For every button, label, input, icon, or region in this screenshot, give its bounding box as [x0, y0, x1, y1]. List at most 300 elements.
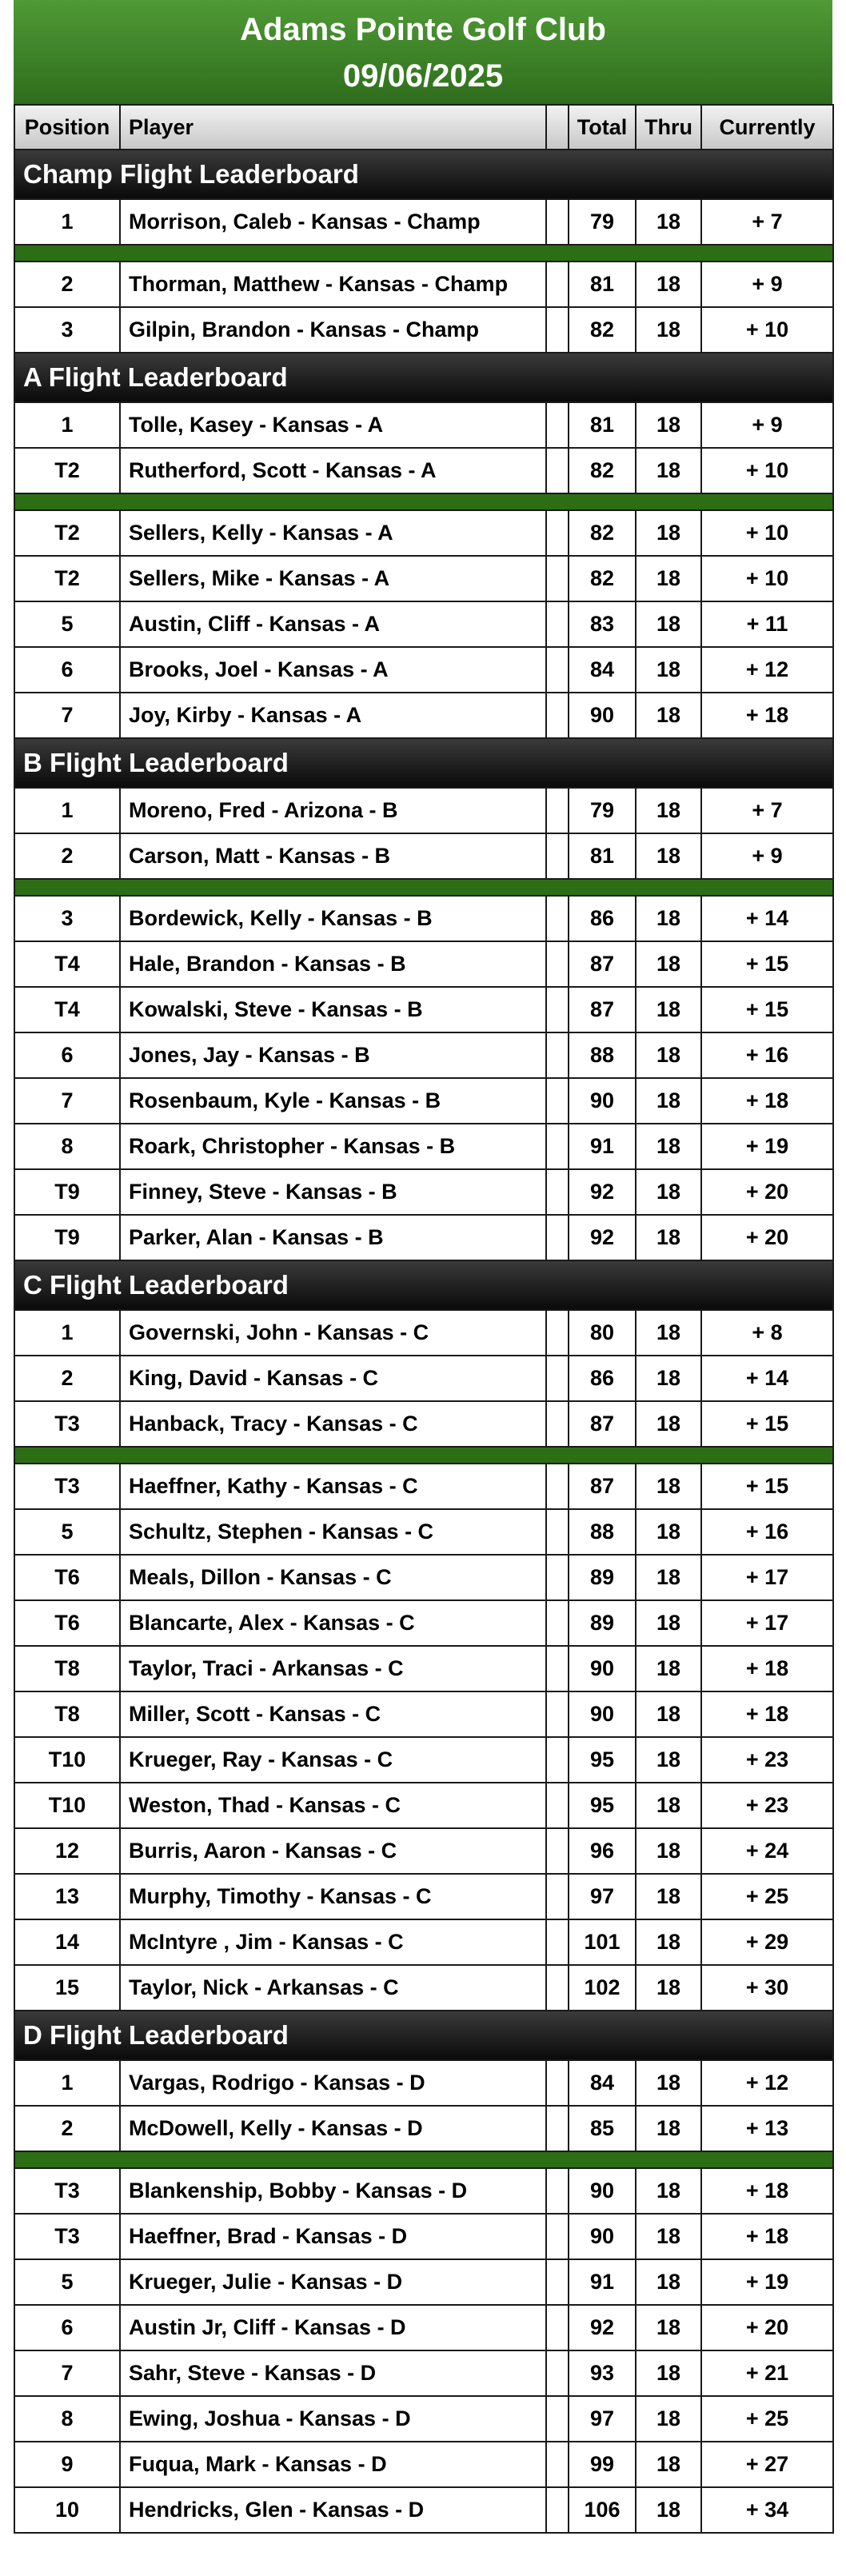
position-cell: 14 — [14, 1919, 120, 1965]
currently-cell: + 20 — [701, 1215, 833, 1260]
cut-line-bar — [14, 2151, 833, 2168]
currently-cell: + 7 — [701, 788, 833, 833]
total-cell: 86 — [569, 1356, 636, 1401]
table-row — [14, 2487, 833, 2533]
cut-line-divider — [14, 493, 833, 510]
currently-cell: + 29 — [701, 1919, 833, 1965]
table-row — [14, 1356, 833, 1401]
position-cell: 1 — [14, 2060, 120, 2106]
table-row — [14, 448, 833, 493]
thru-cell: 18 — [636, 262, 701, 307]
total-cell: 85 — [569, 2106, 636, 2151]
total-cell: 81 — [569, 402, 636, 448]
thru-cell: 18 — [636, 1356, 701, 1401]
player-cell: Krueger, Ray - Kansas - C — [120, 1737, 546, 1783]
player-cell: Hendricks, Glen - Kansas - D — [120, 2487, 546, 2533]
total-cell: 82 — [569, 307, 636, 353]
total-cell: 80 — [569, 1310, 636, 1356]
currently-cell: + 11 — [701, 601, 833, 647]
table-row — [14, 1555, 833, 1600]
currently-cell: + 8 — [701, 1310, 833, 1356]
cut-line-divider — [14, 245, 833, 262]
spacer-cell — [546, 1646, 569, 1691]
total-cell: 82 — [569, 448, 636, 493]
currently-cell: + 27 — [701, 2442, 833, 2487]
position-cell: 6 — [14, 647, 120, 693]
currently-cell: + 9 — [701, 402, 833, 448]
position-cell: 13 — [14, 1874, 120, 1919]
spacer-cell — [546, 307, 569, 353]
player-cell: Jones, Jay - Kansas - B — [120, 1032, 546, 1078]
total-cell: 92 — [569, 1169, 636, 1215]
position-cell: 2 — [14, 1356, 120, 1401]
total-cell: 102 — [569, 1965, 636, 2011]
thru-cell: 18 — [636, 2442, 701, 2487]
table-row — [14, 987, 833, 1032]
player-cell: Weston, Thad - Kansas - C — [120, 1783, 546, 1828]
position-cell: T8 — [14, 1691, 120, 1737]
table-row — [14, 2168, 833, 2214]
player-cell: Hale, Brandon - Kansas - B — [120, 941, 546, 987]
header-row — [14, 105, 833, 150]
player-cell: Sahr, Steve - Kansas - D — [120, 2350, 546, 2396]
cut-line-bar — [14, 1447, 833, 1464]
table-row — [14, 1124, 833, 1169]
table-row — [14, 1874, 833, 1919]
table-row — [14, 262, 833, 307]
table-row — [14, 1600, 833, 1646]
thru-cell: 18 — [636, 1828, 701, 1874]
table-row — [14, 556, 833, 601]
spacer-cell — [546, 1600, 569, 1646]
currently-cell: + 18 — [701, 1078, 833, 1124]
position-cell: 1 — [14, 199, 120, 245]
flight-header-row — [14, 2011, 833, 2060]
table-row — [14, 647, 833, 693]
position-cell: T2 — [14, 556, 120, 601]
total-cell: 91 — [569, 1124, 636, 1169]
spacer-cell — [546, 2259, 569, 2305]
total-cell: 88 — [569, 1509, 636, 1555]
position-cell: T3 — [14, 2168, 120, 2214]
total-cell: 97 — [569, 1874, 636, 1919]
total-cell: 83 — [569, 601, 636, 647]
spacer-cell — [546, 262, 569, 307]
thru-cell: 18 — [636, 601, 701, 647]
position-cell: T10 — [14, 1783, 120, 1828]
currently-cell: + 7 — [701, 199, 833, 245]
currently-cell: + 18 — [701, 2214, 833, 2259]
thru-cell: 18 — [636, 647, 701, 693]
total-cell: 92 — [569, 1215, 636, 1260]
currently-cell: + 15 — [701, 1401, 833, 1447]
thru-cell: 18 — [636, 307, 701, 353]
thru-cell: 18 — [636, 1555, 701, 1600]
thru-cell: 18 — [636, 1215, 701, 1260]
player-cell: Sellers, Kelly - Kansas - A — [120, 510, 546, 556]
position-cell: 2 — [14, 262, 120, 307]
spacer-cell — [546, 2487, 569, 2533]
total-cell: 99 — [569, 2442, 636, 2487]
thru-cell: 18 — [636, 1169, 701, 1215]
spacer-cell — [546, 402, 569, 448]
total-cell: 90 — [569, 1691, 636, 1737]
currently-cell: + 9 — [701, 833, 833, 879]
thru-cell: 18 — [636, 987, 701, 1032]
currently-cell: + 30 — [701, 1965, 833, 2011]
spacer-cell — [546, 1965, 569, 2011]
currently-cell: + 25 — [701, 2396, 833, 2442]
spacer-cell — [546, 1078, 569, 1124]
table-row — [14, 693, 833, 738]
player-cell: Haeffner, Kathy - Kansas - C — [120, 1464, 546, 1509]
position-cell: 7 — [14, 2350, 120, 2396]
table-row — [14, 1310, 833, 1356]
table-row — [14, 1965, 833, 2011]
player-cell: Joy, Kirby - Kansas - A — [120, 693, 546, 738]
header-thru: Thru — [636, 105, 701, 150]
table-row — [14, 1737, 833, 1783]
table-row — [14, 1464, 833, 1509]
header-total: Total — [569, 105, 636, 150]
table-row — [14, 1919, 833, 1965]
club-name: Adams Pointe Golf Club — [240, 12, 606, 47]
total-cell: 95 — [569, 1783, 636, 1828]
currently-cell: + 15 — [701, 987, 833, 1032]
spacer-cell — [546, 896, 569, 941]
total-cell: 90 — [569, 2168, 636, 2214]
currently-cell: + 12 — [701, 2060, 833, 2106]
spacer-cell — [546, 2106, 569, 2151]
currently-cell: + 17 — [701, 1555, 833, 1600]
position-cell: T2 — [14, 510, 120, 556]
spacer-cell — [546, 1737, 569, 1783]
position-cell: 1 — [14, 402, 120, 448]
position-cell: 10 — [14, 2487, 120, 2533]
player-cell: Rosenbaum, Kyle - Kansas - B — [120, 1078, 546, 1124]
table-row — [14, 2396, 833, 2442]
total-cell: 84 — [569, 647, 636, 693]
position-cell: 6 — [14, 1032, 120, 1078]
position-cell: 15 — [14, 1965, 120, 2011]
spacer-cell — [546, 693, 569, 738]
thru-cell: 18 — [636, 941, 701, 987]
player-cell: Parker, Alan - Kansas - B — [120, 1215, 546, 1260]
currently-cell: + 34 — [701, 2487, 833, 2533]
position-cell: 5 — [14, 601, 120, 647]
spacer-cell — [546, 1874, 569, 1919]
spacer-cell — [546, 1032, 569, 1078]
currently-cell: + 16 — [701, 1032, 833, 1078]
thru-cell: 18 — [636, 2396, 701, 2442]
table-row — [14, 1828, 833, 1874]
spacer-cell — [546, 941, 569, 987]
total-cell: 87 — [569, 1464, 636, 1509]
player-cell: Kowalski, Steve - Kansas - B — [120, 987, 546, 1032]
spacer-cell — [546, 647, 569, 693]
table-row — [14, 788, 833, 833]
cut-line-divider — [14, 879, 833, 896]
total-cell: 88 — [569, 1032, 636, 1078]
spacer-cell — [546, 448, 569, 493]
currently-cell: + 15 — [701, 941, 833, 987]
thru-cell: 18 — [636, 2350, 701, 2396]
flight-title: D Flight Leaderboard — [14, 2011, 833, 2060]
thru-cell: 18 — [636, 199, 701, 245]
total-cell: 106 — [569, 2487, 636, 2533]
table-row — [14, 1215, 833, 1260]
spacer-cell — [546, 1509, 569, 1555]
flight-title: Champ Flight Leaderboard — [14, 150, 833, 199]
currently-cell: + 10 — [701, 556, 833, 601]
thru-cell: 18 — [636, 1310, 701, 1356]
player-cell: Haeffner, Brad - Kansas - D — [120, 2214, 546, 2259]
total-cell: 101 — [569, 1919, 636, 1965]
total-cell: 82 — [569, 556, 636, 601]
table-row — [14, 896, 833, 941]
header-currently: Currently — [701, 105, 833, 150]
position-cell: T8 — [14, 1646, 120, 1691]
total-cell: 93 — [569, 2350, 636, 2396]
flight-title: B Flight Leaderboard — [14, 738, 833, 788]
table-row — [14, 601, 833, 647]
cut-line-bar — [14, 245, 833, 262]
player-cell: Murphy, Timothy - Kansas - C — [120, 1874, 546, 1919]
thru-cell: 18 — [636, 1032, 701, 1078]
player-cell: Moreno, Fred - Arizona - B — [120, 788, 546, 833]
position-cell: T4 — [14, 941, 120, 987]
currently-cell: + 12 — [701, 647, 833, 693]
table-row — [14, 1646, 833, 1691]
flight-header-row — [14, 1260, 833, 1310]
total-cell: 84 — [569, 2060, 636, 2106]
spacer-cell — [546, 788, 569, 833]
total-cell: 81 — [569, 833, 636, 879]
spacer-cell — [546, 1356, 569, 1401]
spacer-cell — [546, 2396, 569, 2442]
player-cell: Fuqua, Mark - Kansas - D — [120, 2442, 546, 2487]
thru-cell: 18 — [636, 1783, 701, 1828]
flight-header-row — [14, 738, 833, 788]
thru-cell: 18 — [636, 1124, 701, 1169]
total-cell: 90 — [569, 1646, 636, 1691]
player-cell: Austin, Cliff - Kansas - A — [120, 601, 546, 647]
thru-cell: 18 — [636, 896, 701, 941]
spacer-cell — [546, 601, 569, 647]
currently-cell: + 18 — [701, 2168, 833, 2214]
player-cell: Taylor, Traci - Arkansas - C — [120, 1646, 546, 1691]
player-cell: Finney, Steve - Kansas - B — [120, 1169, 546, 1215]
player-cell: Bordewick, Kelly - Kansas - B — [120, 896, 546, 941]
thru-cell: 18 — [636, 1401, 701, 1447]
spacer-cell — [546, 1691, 569, 1737]
position-cell: 12 — [14, 1828, 120, 1874]
cut-line-bar — [14, 493, 833, 510]
position-cell: T6 — [14, 1600, 120, 1646]
position-cell: 2 — [14, 833, 120, 879]
table-row — [14, 307, 833, 353]
currently-cell: + 18 — [701, 693, 833, 738]
position-cell: 3 — [14, 307, 120, 353]
thru-cell: 18 — [636, 1919, 701, 1965]
flight-header-row — [14, 353, 833, 402]
table-row — [14, 402, 833, 448]
table-row — [14, 2305, 833, 2350]
thru-cell: 18 — [636, 1078, 701, 1124]
position-cell: T3 — [14, 1401, 120, 1447]
currently-cell: + 17 — [701, 1600, 833, 1646]
total-cell: 79 — [569, 788, 636, 833]
position-cell: 2 — [14, 2106, 120, 2151]
total-cell: 90 — [569, 1078, 636, 1124]
player-cell: Schultz, Stephen - Kansas - C — [120, 1509, 546, 1555]
thru-cell: 18 — [636, 1600, 701, 1646]
table-row — [14, 1783, 833, 1828]
header-player: Player — [120, 105, 546, 150]
player-cell: Ewing, Joshua - Kansas - D — [120, 2396, 546, 2442]
table-row — [14, 510, 833, 556]
table-row — [14, 2106, 833, 2151]
position-cell: 5 — [14, 2259, 120, 2305]
player-cell: Taylor, Nick - Arkansas - C — [120, 1965, 546, 2011]
thru-cell: 18 — [636, 788, 701, 833]
total-cell: 87 — [569, 1401, 636, 1447]
thru-cell: 18 — [636, 2106, 701, 2151]
table-row — [14, 1032, 833, 1078]
spacer-cell — [546, 1401, 569, 1447]
thru-cell: 18 — [636, 510, 701, 556]
player-cell: Rutherford, Scott - Kansas - A — [120, 448, 546, 493]
player-cell: Gilpin, Brandon - Kansas - Champ — [120, 307, 546, 353]
player-cell: Morrison, Caleb - Kansas - Champ — [120, 199, 546, 245]
currently-cell: + 9 — [701, 262, 833, 307]
table-row — [14, 1401, 833, 1447]
spacer-cell — [546, 987, 569, 1032]
spacer-cell — [546, 199, 569, 245]
table-row — [14, 1169, 833, 1215]
cut-line-bar — [14, 879, 833, 896]
currently-cell: + 10 — [701, 448, 833, 493]
thru-cell: 18 — [636, 402, 701, 448]
thru-cell: 18 — [636, 448, 701, 493]
position-cell: T2 — [14, 448, 120, 493]
spacer-cell — [546, 1215, 569, 1260]
spacer-cell — [546, 1464, 569, 1509]
thru-cell: 18 — [636, 2168, 701, 2214]
thru-cell: 18 — [636, 1646, 701, 1691]
player-cell: Blankenship, Bobby - Kansas - D — [120, 2168, 546, 2214]
table-row — [14, 1509, 833, 1555]
currently-cell: + 18 — [701, 1691, 833, 1737]
table-row — [14, 2442, 833, 2487]
flight-header-row — [14, 150, 833, 199]
total-cell: 91 — [569, 2259, 636, 2305]
position-cell: 3 — [14, 896, 120, 941]
player-cell: Thorman, Matthew - Kansas - Champ — [120, 262, 546, 307]
currently-cell: + 10 — [701, 307, 833, 353]
player-cell: McDowell, Kelly - Kansas - D — [120, 2106, 546, 2151]
currently-cell: + 15 — [701, 1464, 833, 1509]
currently-cell: + 25 — [701, 1874, 833, 1919]
position-cell: 6 — [14, 2305, 120, 2350]
spacer-cell — [546, 2214, 569, 2259]
thru-cell: 18 — [636, 1691, 701, 1737]
thru-cell: 18 — [636, 833, 701, 879]
position-cell: 7 — [14, 1078, 120, 1124]
thru-cell: 18 — [636, 1509, 701, 1555]
spacer-cell — [546, 2060, 569, 2106]
position-cell: 9 — [14, 2442, 120, 2487]
player-cell: Roark, Christopher - Kansas - B — [120, 1124, 546, 1169]
position-cell: T3 — [14, 2214, 120, 2259]
total-cell: 92 — [569, 2305, 636, 2350]
total-cell: 82 — [569, 510, 636, 556]
currently-cell: + 19 — [701, 2259, 833, 2305]
player-cell: Sellers, Mike - Kansas - A — [120, 556, 546, 601]
spacer-cell — [546, 510, 569, 556]
player-cell: Tolle, Kasey - Kansas - A — [120, 402, 546, 448]
spacer-cell — [546, 1310, 569, 1356]
currently-cell: + 19 — [701, 1124, 833, 1169]
leaderboard-table — [14, 104, 834, 2534]
position-cell: 1 — [14, 1310, 120, 1356]
position-cell: T9 — [14, 1169, 120, 1215]
player-cell: Blancarte, Alex - Kansas - C — [120, 1600, 546, 1646]
player-cell: Miller, Scott - Kansas - C — [120, 1691, 546, 1737]
position-cell: 8 — [14, 1124, 120, 1169]
total-cell: 86 — [569, 896, 636, 941]
table-row — [14, 199, 833, 245]
total-cell: 90 — [569, 693, 636, 738]
thru-cell: 18 — [636, 556, 701, 601]
player-cell: Brooks, Joel - Kansas - A — [120, 647, 546, 693]
position-cell: T9 — [14, 1215, 120, 1260]
total-cell: 81 — [569, 262, 636, 307]
spacer-cell — [546, 1169, 569, 1215]
player-cell: Carson, Matt - Kansas - B — [120, 833, 546, 879]
spacer-cell — [546, 556, 569, 601]
player-cell: Burris, Aaron - Kansas - C — [120, 1828, 546, 1874]
thru-cell: 18 — [636, 2214, 701, 2259]
thru-cell: 18 — [636, 2305, 701, 2350]
leaderboard — [14, 0, 832, 2534]
spacer-cell — [546, 1828, 569, 1874]
position-cell: T3 — [14, 1464, 120, 1509]
currently-cell: + 20 — [701, 1169, 833, 1215]
currently-cell: + 14 — [701, 896, 833, 941]
table-row — [14, 2214, 833, 2259]
total-cell: 89 — [569, 1600, 636, 1646]
table-row — [14, 2350, 833, 2396]
flight-title: C Flight Leaderboard — [14, 1260, 833, 1310]
table-row — [14, 1691, 833, 1737]
spacer-cell — [546, 2350, 569, 2396]
table-row — [14, 833, 833, 879]
thru-cell: 18 — [636, 2060, 701, 2106]
table-row — [14, 941, 833, 987]
event-date: 09/06/2025 — [342, 58, 504, 94]
thru-cell: 18 — [636, 1737, 701, 1783]
cut-line-divider — [14, 2151, 833, 2168]
player-cell: Meals, Dillon - Kansas - C — [120, 1555, 546, 1600]
currently-cell: + 23 — [701, 1783, 833, 1828]
table-row — [14, 2060, 833, 2106]
thru-cell: 18 — [636, 1464, 701, 1509]
position-cell: 5 — [14, 1509, 120, 1555]
thru-cell: 18 — [636, 693, 701, 738]
cut-line-divider — [14, 1447, 833, 1464]
spacer-cell — [546, 1783, 569, 1828]
